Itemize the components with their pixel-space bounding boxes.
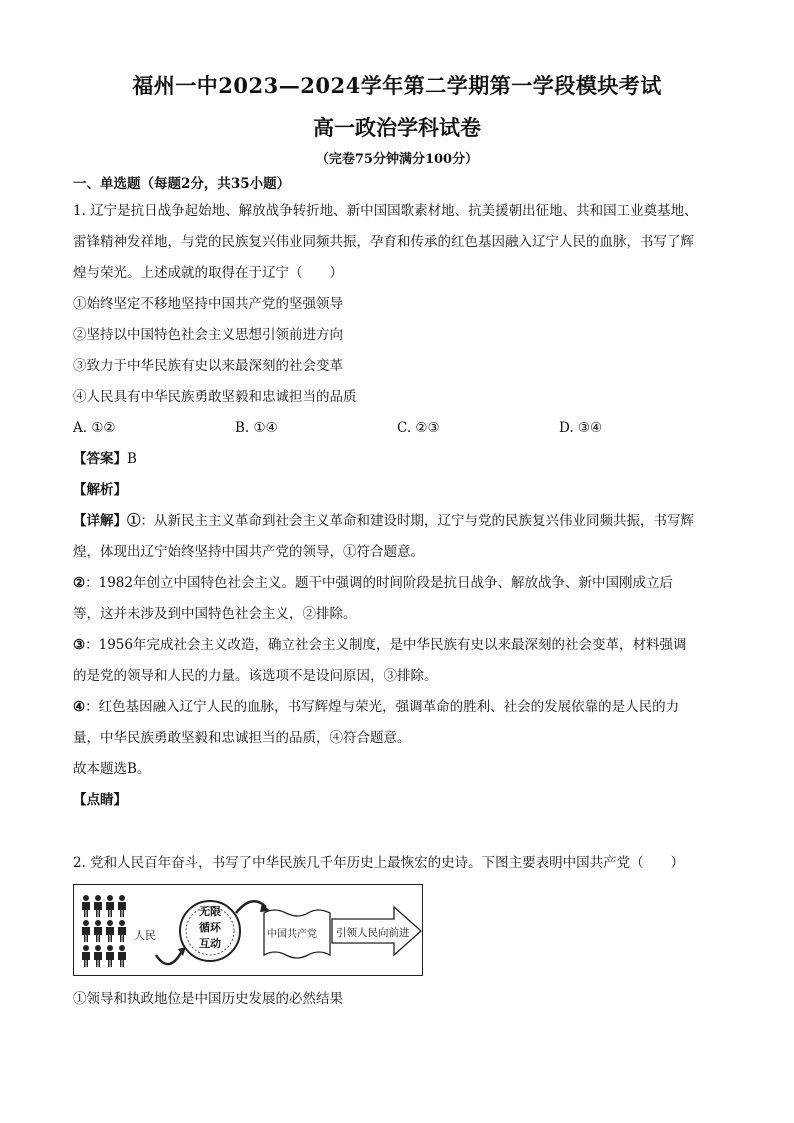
person-icon xyxy=(95,945,101,951)
q2-statement-1: ①领导和执政地位是中国历史发展的必然结果 xyxy=(73,991,343,1007)
q1-option-d: D. ③④ xyxy=(559,420,603,436)
detail-2 xyxy=(73,568,721,599)
q1-option-c: C. ②③ xyxy=(397,420,440,436)
person-icon xyxy=(82,927,90,942)
analysis-tag: 【解析】 xyxy=(73,482,127,498)
conclusion: 故本题选B。 xyxy=(73,761,151,777)
person-icon xyxy=(107,920,113,926)
cycle-label-3: 互动 xyxy=(199,937,221,950)
person-icon xyxy=(83,945,89,951)
detail-mark: ③ xyxy=(73,637,86,653)
q1-statement: ②坚持以中国特色社会主义思想引领前进方向 xyxy=(73,327,343,343)
person-icon xyxy=(95,895,101,901)
q1-option-a: A. ①② xyxy=(73,420,116,436)
person-icon xyxy=(119,895,125,901)
person-icon xyxy=(94,927,102,942)
detail-text: 等，这并未涉及到中国特色社会主义，②排除。 xyxy=(73,606,357,622)
q1-options xyxy=(73,413,721,444)
detail-1 xyxy=(73,506,721,537)
person-icon xyxy=(118,927,126,942)
q1-stem-line: 1. 辽宁是抗日战争起始地、解放战争转折地、新中国国歌素材地、抗美援朝出征地、共和国工业奠基地、 xyxy=(73,203,698,219)
party-label: 中国共产党 xyxy=(267,929,317,940)
person-icon xyxy=(106,952,114,967)
q1-statement: ③致力于中华民族有史以来最深刻的社会变革 xyxy=(73,358,343,374)
answer-tag: 【答案】 xyxy=(73,451,127,467)
cycle-label-2: 循环 xyxy=(199,921,221,934)
person-icon xyxy=(82,902,90,917)
person-icon xyxy=(107,945,113,951)
detail-text: ：红色基因融入辽宁人民的血脉，书写辉煌与荣光，强调革命的胜利、社会的发展依靠的是人民的力 xyxy=(85,699,680,715)
answer-value: B xyxy=(127,451,137,467)
person-icon xyxy=(83,920,89,926)
detail-text: ：1956年完成社会主义改造，确立社会主义制度，是中华民族有史以来最深刻的社会变革，材料强调 xyxy=(85,637,687,653)
detail-4 xyxy=(73,692,721,723)
person-icon xyxy=(83,895,89,901)
person-icon xyxy=(106,902,114,917)
q1-statement: ①始终坚定不移地坚持中国共产党的坚强领导 xyxy=(73,296,343,312)
cycle-label-1: 无限 xyxy=(199,905,221,918)
exam-subtitle: （完卷75分钟满分100分） xyxy=(315,152,479,167)
detail-text: 的是党的领导和人民的力量。该选项不是设问原因，③排除。 xyxy=(73,668,438,684)
question-2-stem: 2. 党和人民百年奋斗，书写了中华民族几千年历史上最恢宏的史诗。下图主要表明中国共产党（ ） xyxy=(73,855,685,871)
person-icon xyxy=(95,920,101,926)
detail-tag: 【详解】 xyxy=(73,513,127,529)
exam-title: 福州一中2023—2024学年第二学期第一学段模块考试 xyxy=(132,73,662,98)
exam-subject-title: 高一政治学科试卷 xyxy=(313,115,481,140)
q1-stem-line: 雷锋精神发祥地，与党的民族复兴伟业同频共振，孕育和传承的红色基因融入辽宁人民的血脉，书写了辉 xyxy=(73,234,694,250)
section-title: 一、单选题（每题2分，共35小题） xyxy=(73,176,291,192)
detail-3 xyxy=(73,630,721,661)
comment-tag: 【点睛】 xyxy=(73,792,127,808)
lead-arrow-label: 引领人民向前进 xyxy=(336,927,410,939)
person-icon xyxy=(118,902,126,917)
person-icon xyxy=(94,952,102,967)
curve-arrow-people xyxy=(156,951,182,964)
detail-mark: ④ xyxy=(73,699,86,715)
q1-stem-line: 煌与荣光。上述成就的取得在于辽宁（ ） xyxy=(73,265,343,281)
person-icon xyxy=(107,895,113,901)
person-icon xyxy=(82,952,90,967)
q1-answer xyxy=(73,444,721,475)
people-label: 人民 xyxy=(134,929,156,942)
detail-mark: ② xyxy=(73,575,86,591)
q1-statement: ④人民具有中华民族勇敢坚毅和忠诚担当的品质 xyxy=(73,389,357,405)
detail-mark: ① xyxy=(127,513,141,529)
detail-text: ：1982年创立中国特色社会主义。题干中强调的时间阶段是抗日战争、解放战争、新中国刚成立后 xyxy=(85,575,673,591)
detail-text: ：从新民主主义革命到社会主义革命和建设时期，辽宁与党的民族复兴伟业同频共振，书写辉 xyxy=(140,513,694,529)
detail-text: 煌，体现出辽宁始终坚持中国共产党的领导，①符合题意。 xyxy=(73,544,424,560)
q1-option-b: B. ①④ xyxy=(235,420,278,436)
detail-text: 量，中华民族勇敢坚毅和忠诚担当的品质，④符合题意。 xyxy=(73,730,411,746)
person-icon xyxy=(106,927,114,942)
people-icons xyxy=(82,895,126,967)
party-people-diagram xyxy=(73,884,423,976)
person-icon xyxy=(118,952,126,967)
person-icon xyxy=(119,945,125,951)
question-1 xyxy=(73,196,721,816)
person-icon xyxy=(94,902,102,917)
person-icon xyxy=(119,920,125,926)
